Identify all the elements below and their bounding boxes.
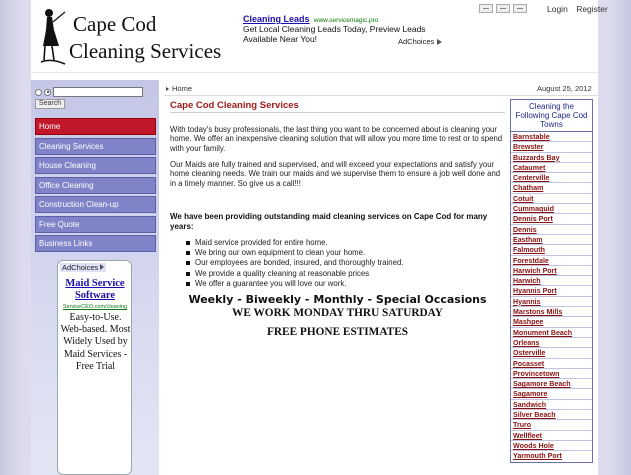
- town-link[interactable]: Orleans: [511, 338, 592, 348]
- adchoices-icon: [100, 264, 104, 270]
- town-link[interactable]: Brewster: [511, 142, 592, 152]
- town-link[interactable]: Wellfleet: [511, 431, 592, 441]
- estimates-banner: FREE PHONE ESTIMATES: [266, 326, 409, 338]
- top-ad-text: Get Local Cleaning Leads Today, Preview Leads Available Near You!: [243, 24, 426, 44]
- search-button[interactable]: Search: [35, 99, 65, 109]
- page: [31, 0, 608, 475]
- list-item: Maid service provided for entire home.: [186, 238, 496, 248]
- town-link[interactable]: Harwich: [511, 276, 592, 286]
- nav-item-business-links[interactable]: Business Links: [35, 235, 156, 252]
- search-radio-1[interactable]: [35, 89, 42, 96]
- search-input[interactable]: [53, 87, 143, 97]
- nav-item-house-cleaning[interactable]: House Cleaning: [35, 157, 156, 174]
- left-sidebar: [31, 80, 159, 475]
- schedule-banner: WE WORK MONDAY THRU SATURDAY: [232, 307, 443, 319]
- sidebar-adchoices[interactable]: [60, 263, 106, 272]
- town-link[interactable]: Yarmouth Port: [513, 452, 562, 461]
- towns-panel: [510, 99, 593, 463]
- intro-paragraph: With today's busy professionals, the last thing you want to be concerned about is cleaning your home. We offer an inexpensive cleaning solution that will allow you more time to rest or to spend with your family.: [170, 125, 503, 153]
- page-title: Cape Cod Cleaning Services: [170, 100, 299, 111]
- account-links: [541, 4, 608, 14]
- town-link[interactable]: Cataumet: [511, 163, 592, 173]
- nav-item-cleaning-services[interactable]: Cleaning Services: [35, 138, 156, 155]
- breadcrumb: [166, 84, 192, 93]
- town-link[interactable]: Eastham: [511, 235, 592, 245]
- search-radio-2[interactable]: [44, 89, 51, 96]
- town-link[interactable]: Mashpee: [511, 317, 592, 327]
- town-link[interactable]: Forestdale: [511, 256, 592, 266]
- top-icon-buttons: [479, 4, 530, 15]
- list-item: We bring our own equipment to clean your home.: [186, 248, 496, 258]
- top-ad-title[interactable]: Cleaning Leads: [243, 14, 310, 24]
- town-link[interactable]: Barnstable: [511, 132, 592, 142]
- sidebar-adchoices-label: AdChoices: [62, 263, 99, 272]
- town-link[interactable]: Dennis: [511, 225, 592, 235]
- town-link[interactable]: Provincetown: [511, 369, 592, 379]
- town-link[interactable]: Marstons Mills: [511, 307, 592, 317]
- nav-item-home[interactable]: Home: [35, 118, 156, 135]
- sidebar-ad: [57, 260, 132, 475]
- list-item: We provide a quality cleaning at reasonable prices: [186, 269, 496, 279]
- nav-item-construction-cleanup[interactable]: Construction Clean-up: [35, 196, 156, 213]
- header-divider: [31, 72, 598, 73]
- towns-heading: Cleaning the Following Cape Cod Towns: [511, 100, 592, 132]
- services-lead: We have been providing outstanding maid cleaning services on Cape Cod for many years:: [170, 212, 488, 231]
- search-box: [35, 87, 157, 109]
- title-underline: [170, 112, 505, 113]
- logo-line1: Cape Cod: [73, 12, 157, 36]
- town-link[interactable]: Cotuit: [511, 194, 592, 204]
- list-item: We offer a guarantee you will love our work.: [186, 279, 496, 289]
- large-text-icon[interactable]: [513, 4, 527, 13]
- register-link[interactable]: Register: [576, 4, 608, 14]
- main-nav: [35, 118, 156, 255]
- maid-figure-icon: [39, 8, 67, 66]
- towns-list: [511, 132, 592, 462]
- town-link[interactable]: Centerville: [511, 173, 592, 183]
- town-link[interactable]: Silver Beach: [511, 410, 592, 420]
- town-link[interactable]: Woods Hole: [511, 441, 592, 451]
- town-link[interactable]: Buzzards Bay: [511, 153, 592, 163]
- town-link[interactable]: Chatham: [511, 183, 592, 193]
- town-link[interactable]: Hyannis: [511, 297, 592, 307]
- town-link[interactable]: Pocasset: [511, 359, 592, 369]
- login-link[interactable]: Login: [547, 4, 568, 14]
- sidebar-ad-url[interactable]: ServiceCEO.com/cleaning: [62, 304, 128, 310]
- maids-paragraph: Our Maids are fully trained and supervised, and will exceed your expectations and satisfy your home cleaning needs. We train our maids and we supervise them to ensure a job well done and in a timely manner. So give us a call!!!: [170, 160, 501, 188]
- town-link[interactable]: Sagamore Beach: [511, 379, 592, 389]
- town-link[interactable]: Dennis Port: [511, 214, 592, 224]
- top-adchoices[interactable]: [398, 37, 442, 46]
- breadcrumb-arrow-icon: [166, 87, 169, 91]
- top-adchoices-label: AdChoices: [398, 37, 435, 46]
- site-logo[interactable]: [39, 8, 222, 68]
- small-text-icon[interactable]: [479, 4, 493, 13]
- medium-text-icon[interactable]: [496, 4, 510, 13]
- page-date: August 25, 2012: [537, 84, 592, 93]
- list-item: Our employees are bonded, insured, and thoroughly trained.: [186, 258, 496, 268]
- content-top-rule: [164, 95, 598, 96]
- town-link[interactable]: Sagamore: [511, 389, 592, 399]
- town-link[interactable]: Cummaquid: [511, 204, 592, 214]
- town-link[interactable]: Sandwich: [511, 400, 592, 410]
- nav-item-free-quote[interactable]: Free Quote: [35, 216, 156, 233]
- town-link[interactable]: Hyannis Port: [511, 286, 592, 296]
- logo-line2: Cleaning Services: [69, 39, 222, 63]
- top-ad-url[interactable]: www.servicemagic.pro: [313, 17, 379, 24]
- nav-item-office-cleaning[interactable]: Office Cleaning: [35, 177, 156, 194]
- sidebar-ad-body: Easy-to-Use. Web-based. Most Widely Used by Maid Services - Free Trial: [60, 312, 131, 372]
- header: [31, 0, 608, 72]
- breadcrumb-home[interactable]: Home: [172, 84, 193, 93]
- adchoices-icon: [437, 39, 442, 45]
- town-link[interactable]: Truro: [511, 420, 592, 430]
- town-link[interactable]: Falmouth: [511, 245, 592, 255]
- services-list: [186, 238, 496, 289]
- town-link[interactable]: Osterville: [511, 348, 592, 358]
- town-link[interactable]: Monument Beach: [511, 328, 592, 338]
- frequency-banner: Weekly - Biweekly - Monthly - Special Occasions: [188, 293, 487, 306]
- town-link[interactable]: Harwich Port: [511, 266, 592, 276]
- sidebar-ad-title[interactable]: Maid Service Software: [65, 278, 125, 301]
